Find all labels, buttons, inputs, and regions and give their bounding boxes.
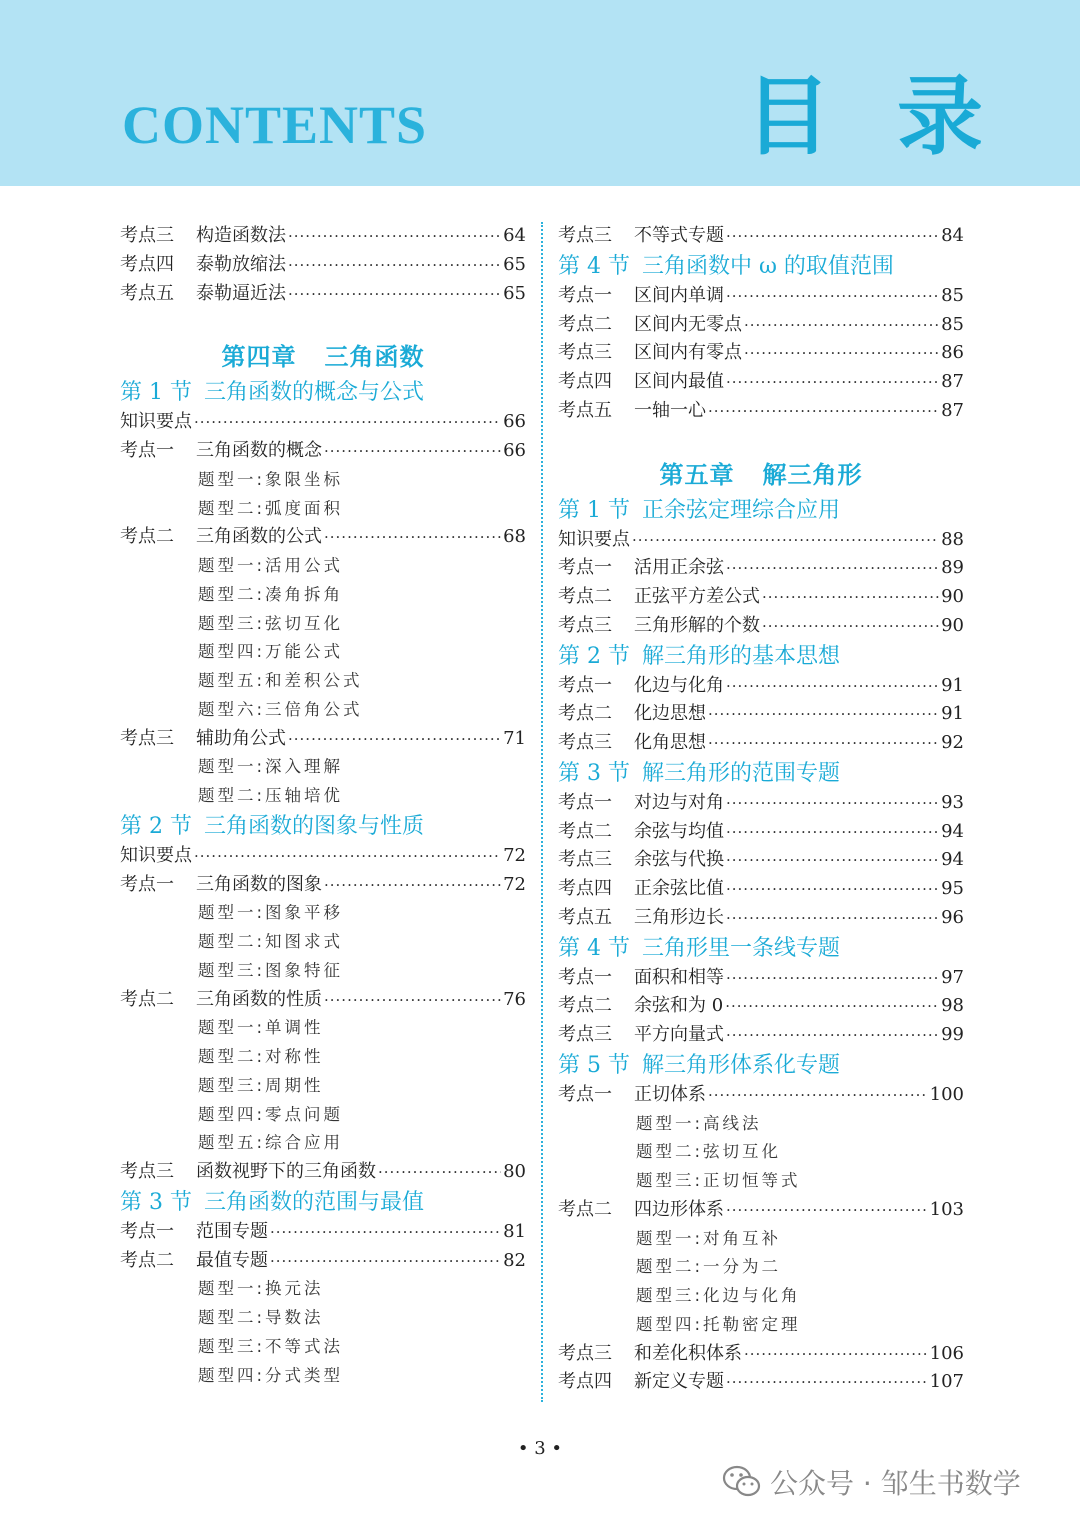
question-type-item: 题型二:对称性 [198,1047,324,1066]
entry-page: 107 [929,1371,964,1393]
wechat-icon [722,1465,762,1499]
entry-label: 考点三 [558,614,612,636]
entry-page: 90 [941,614,964,636]
dot-leader [288,222,501,251]
entry-page: 85 [941,284,964,306]
entry-title: 三角形解的个数 [634,614,760,636]
entry-title: 范围专题 [196,1220,268,1242]
section-title: 三角函数的范围与最值 [204,1189,425,1215]
entry-label: 考点一 [558,1083,612,1105]
question-type-item: 题型一:高线法 [636,1113,762,1133]
dot-leader [726,222,939,251]
entry-page: 66 [503,411,526,433]
question-type-item: 题型一:活用公式 [198,556,344,575]
question-type-item: 题型四:托勒密定理 [636,1314,801,1334]
question-type-item: 题型四:分式类型 [198,1365,344,1385]
entry-title: 化角思想 [634,732,706,753]
entry-title: 泰勒放缩法 [196,253,286,275]
question-type-item: 题型二:知图求式 [198,932,344,951]
toc-entry [120,1158,526,1187]
entry-title: 和差化积体系 [634,1342,742,1364]
toc-entry [120,280,526,309]
section-title: 三角形里一条线专题 [642,935,841,961]
section-number: 第 4 节 [558,935,630,961]
entry-label: 考点五 [120,282,174,304]
toc-entry [558,846,964,875]
entry-label: 考点四 [120,253,174,275]
page-number: • 3 • [517,1438,563,1459]
dot-leader [726,964,939,993]
dot-leader [324,986,501,1015]
question-type-item: 题型五:综合应用 [198,1133,344,1153]
entry-label: 考点二 [558,820,612,842]
toc-entry [558,612,964,641]
entry-label: 考点五 [558,906,612,928]
toc-entry [120,842,526,871]
toc-entry [558,818,964,847]
entry-page: 106 [929,1342,964,1364]
section-title: 解三角形的范围专题 [642,760,841,786]
question-type-item: 题型四:零点问题 [198,1104,344,1124]
entry-label: 考点三 [558,1342,612,1364]
entry-page: 68 [503,526,526,548]
section-title: 三角函数中 ω 的取值范围 [642,253,894,279]
dot-leader [762,612,939,641]
toc-left-column [120,222,526,1390]
toc-entry [558,729,964,758]
entry-title: 知识要点 [120,844,192,866]
chapter-heading [120,337,526,377]
toc-entry [558,789,964,818]
question-type-item: 题型二:导数法 [198,1308,324,1327]
question-type-item: 题型二:弧度面积 [198,498,344,518]
watermark-text: 公众号 · 邹生书数学 [770,1467,1021,1500]
entry-title: 余弦与均值 [634,820,724,842]
section-heading [558,251,964,282]
column-divider [541,222,543,1402]
entry-title: 区间内无零点 [634,313,742,335]
entry-label: 考点三 [558,1024,612,1045]
section-number: 第 2 节 [120,813,192,839]
toc-entry [558,339,964,368]
entry-label: 考点三 [558,342,612,364]
section-heading [558,1050,964,1081]
question-type-item: 题型一:单调性 [198,1018,324,1038]
entry-page: 71 [503,727,526,749]
entry-page: 85 [941,313,964,335]
entry-page: 96 [941,906,964,928]
dot-leader [324,523,501,552]
entry-title: 构造函数法 [196,225,286,246]
entry-page: 86 [941,342,964,364]
toc-entry [120,251,526,280]
section-number: 第 1 节 [558,497,630,523]
entry-label: 考点三 [558,732,612,753]
spacer [120,308,526,337]
entry-label: 考点一 [558,557,612,579]
contents-english-title: CONTENTS [122,95,428,155]
question-type-item: 题型一:象限坐标 [198,469,344,489]
section-heading [558,495,964,526]
dot-leader [726,875,939,904]
toc-entry [558,992,964,1021]
entry-label: 考点四 [558,1371,612,1393]
toc-entry [120,986,526,1015]
toc-entry [558,368,964,397]
entry-label: 考点一 [558,966,612,988]
question-type-item: 题型二:弦切互化 [636,1142,782,1162]
section-heading [558,758,964,789]
entry-title: 函数视野下的三角函数 [196,1161,376,1182]
toc-entry [120,1247,526,1276]
entry-page: 87 [941,371,964,392]
entry-title: 泰勒逼近法 [196,282,286,304]
entry-page: 81 [503,1220,526,1242]
chapter-title: 解三角形 [762,460,863,489]
toc-entry [558,222,964,251]
entry-page: 82 [503,1249,526,1271]
dot-leader [324,437,501,466]
entry-title: 知识要点 [558,528,630,550]
entry-page: 91 [941,674,964,696]
entry-page: 94 [941,849,964,871]
dot-leader [726,846,939,875]
dot-leader [725,992,939,1021]
entry-title: 正弦平方差公式 [634,586,760,607]
toc-entry [558,1368,964,1397]
entry-label: 考点二 [558,313,612,335]
entry-page: 94 [941,820,964,842]
entry-label: 考点二 [120,988,174,1010]
toc-entry [120,725,526,754]
dot-leader [726,672,939,701]
entry-label: 考点四 [558,878,612,899]
dot-leader [708,700,939,729]
toc-entry [558,397,964,426]
entry-page: 100 [929,1083,964,1105]
entry-page: 91 [941,703,964,725]
question-type-item: 题型六:三倍角公式 [198,699,363,719]
entry-page: 72 [503,873,526,895]
watermark [722,1462,1021,1502]
toc-entry [558,1021,964,1050]
dot-leader [726,789,939,818]
entry-label: 考点三 [120,727,174,749]
dot-leader [288,251,501,280]
entry-title: 三角函数的性质 [196,988,322,1010]
dot-leader [194,408,501,437]
toc-entry [120,408,526,437]
dot-leader [708,1081,928,1110]
entry-page: 72 [503,844,526,866]
dot-leader [194,842,501,871]
toc-entry [558,554,964,583]
entry-title: 辅助角公式 [196,727,286,749]
entry-label: 考点二 [558,1198,612,1220]
entry-page: 99 [941,1024,964,1045]
entry-title: 最值专题 [196,1249,268,1271]
entry-page: 88 [941,528,964,550]
entry-title: 活用正余弦 [634,557,724,579]
toc-entry [558,1196,964,1225]
section-number: 第 4 节 [558,253,630,279]
contents-chinese-title: 目 录 [745,67,1001,167]
entry-page: 76 [503,988,526,1010]
dot-leader [726,282,939,311]
question-type-item: 题型一:深入理解 [198,757,344,777]
section-number: 第 3 节 [120,1189,192,1215]
section-number: 第 2 节 [558,643,630,669]
entry-title: 正余弦比值 [634,878,724,899]
dot-leader [726,554,939,583]
section-title: 解三角形的基本思想 [642,643,841,669]
entry-label: 考点五 [558,399,612,421]
entry-label: 考点二 [558,703,612,725]
entry-label: 考点三 [558,849,612,871]
entry-title: 正切体系 [634,1083,706,1105]
entry-label: 考点一 [558,791,612,813]
entry-page: 92 [941,732,964,753]
entry-title: 对边与对角 [634,791,724,813]
dot-leader [288,725,501,754]
dot-leader [270,1218,501,1247]
section-heading [120,377,526,408]
dot-leader [744,339,939,368]
entry-label: 考点二 [558,995,612,1017]
toc-entry [558,1340,964,1369]
entry-title: 新定义专题 [634,1371,724,1393]
entry-label: 考点一 [558,674,612,696]
entry-page: 65 [503,282,526,304]
toc-entry [558,282,964,311]
section-heading [558,933,964,964]
entry-label: 考点一 [120,1220,174,1242]
entry-page: 65 [503,253,526,275]
chapter-number: 第五章 [659,460,735,489]
entry-title: 三角函数的概念 [196,440,322,461]
section-number: 第 5 节 [558,1052,630,1078]
entry-label: 考点三 [558,225,612,246]
entry-title: 化边与化角 [634,674,724,696]
entry-title: 化边思想 [634,703,706,725]
spacer [558,426,964,455]
question-type-item: 题型四:万能公式 [198,642,344,662]
section-heading [558,641,964,672]
toc-entry [120,1218,526,1247]
question-type-item: 题型二:压轴培优 [198,786,344,805]
entry-title: 区间内有零点 [634,342,742,364]
entry-title: 区间内单调 [634,284,724,306]
toc-entry [558,311,964,340]
entry-label: 考点一 [120,873,174,895]
dot-leader [632,526,939,555]
dot-leader [726,1196,928,1225]
section-title: 三角函数的图象与性质 [204,813,425,839]
dot-leader [288,280,501,309]
entry-title: 面积和相等 [634,966,724,988]
dot-leader [726,1021,939,1050]
entry-label: 考点一 [558,284,612,306]
entry-page: 87 [941,399,964,421]
section-heading [120,1187,526,1218]
section-number: 第 3 节 [558,760,630,786]
dot-leader [708,397,939,426]
entry-page: 80 [503,1161,526,1182]
toc-entry [558,583,964,612]
toc-entry [558,700,964,729]
toc-entry [558,875,964,904]
toc-entry [558,672,964,701]
dot-leader [378,1158,501,1187]
entry-page: 95 [941,878,964,899]
entry-page: 64 [503,225,526,246]
entry-title: 区间内最值 [634,371,724,392]
question-type-item: 题型三:图象特征 [198,960,344,980]
dot-leader [726,368,939,397]
dot-leader [744,1340,928,1369]
toc-entry [558,904,964,933]
entry-title: 三角函数的公式 [196,526,322,548]
toc-entry [120,871,526,900]
entry-page: 66 [503,440,526,461]
dot-leader [744,311,939,340]
toc-entry [558,1081,964,1110]
entry-title: 平方向量式 [634,1024,724,1045]
entry-page: 89 [941,557,964,579]
entry-title: 三角函数的图象 [196,873,322,895]
dot-leader [762,583,939,612]
entry-title: 四边形体系 [634,1198,724,1220]
toc-right-column [558,222,964,1397]
section-heading [120,811,526,842]
entry-label: 考点一 [120,440,174,461]
question-type-item: 题型一:图象平移 [198,903,344,923]
toc-entry [120,523,526,552]
entry-label: 考点三 [120,1161,174,1182]
entry-label: 考点二 [120,526,174,548]
entry-title: 不等式专题 [634,225,724,246]
chapter-heading [558,455,964,495]
chapter-number: 第四章 [221,343,297,372]
section-title: 三角函数的概念与公式 [204,380,425,406]
entry-title: 三角形边长 [634,906,724,928]
entry-label: 考点四 [558,371,612,392]
section-title: 解三角形体系化专题 [642,1052,841,1078]
chapter-title: 三角函数 [324,343,425,372]
question-type-item: 题型三:正切恒等式 [636,1171,801,1190]
dot-leader [726,904,939,933]
entry-title: 一轴一心 [634,399,706,421]
entry-page: 93 [941,791,964,813]
question-type-item: 题型一:对角互补 [636,1228,782,1248]
entry-label: 考点三 [120,225,174,246]
toc-entry [120,437,526,466]
entry-page: 97 [941,966,964,988]
toc-entry [558,526,964,555]
entry-title: 余弦与代换 [634,849,724,871]
entry-title: 余弦和为 0 [634,995,724,1017]
header-banner [0,0,1080,186]
dot-leader [708,729,939,758]
section-title: 正余弦定理综合应用 [642,497,841,523]
question-type-item: 题型三:不等式法 [198,1336,344,1356]
question-type-item: 题型三:化边与化角 [636,1286,801,1305]
toc-entry [120,222,526,251]
entry-title: 知识要点 [120,411,192,433]
question-type-item: 题型一:换元法 [198,1279,324,1299]
entry-page: 98 [941,995,964,1017]
toc-entry [558,964,964,993]
dot-leader [726,1368,928,1397]
entry-label: 考点二 [120,1249,174,1271]
dot-leader [270,1247,501,1276]
question-type-item: 题型五:和差积公式 [198,671,363,690]
question-type-item: 题型三:周期性 [198,1075,324,1095]
entry-page: 84 [941,225,964,246]
question-type-item: 题型二:凑角拆角 [198,584,344,604]
question-type-item: 题型三:弦切互化 [198,613,344,633]
dot-leader [726,818,939,847]
dot-leader [324,871,501,900]
question-type-item: 题型二:一分为二 [636,1257,782,1277]
entry-page: 90 [941,586,964,607]
section-number: 第 1 节 [120,380,192,406]
entry-label: 考点二 [558,586,612,607]
entry-page: 103 [929,1198,964,1220]
